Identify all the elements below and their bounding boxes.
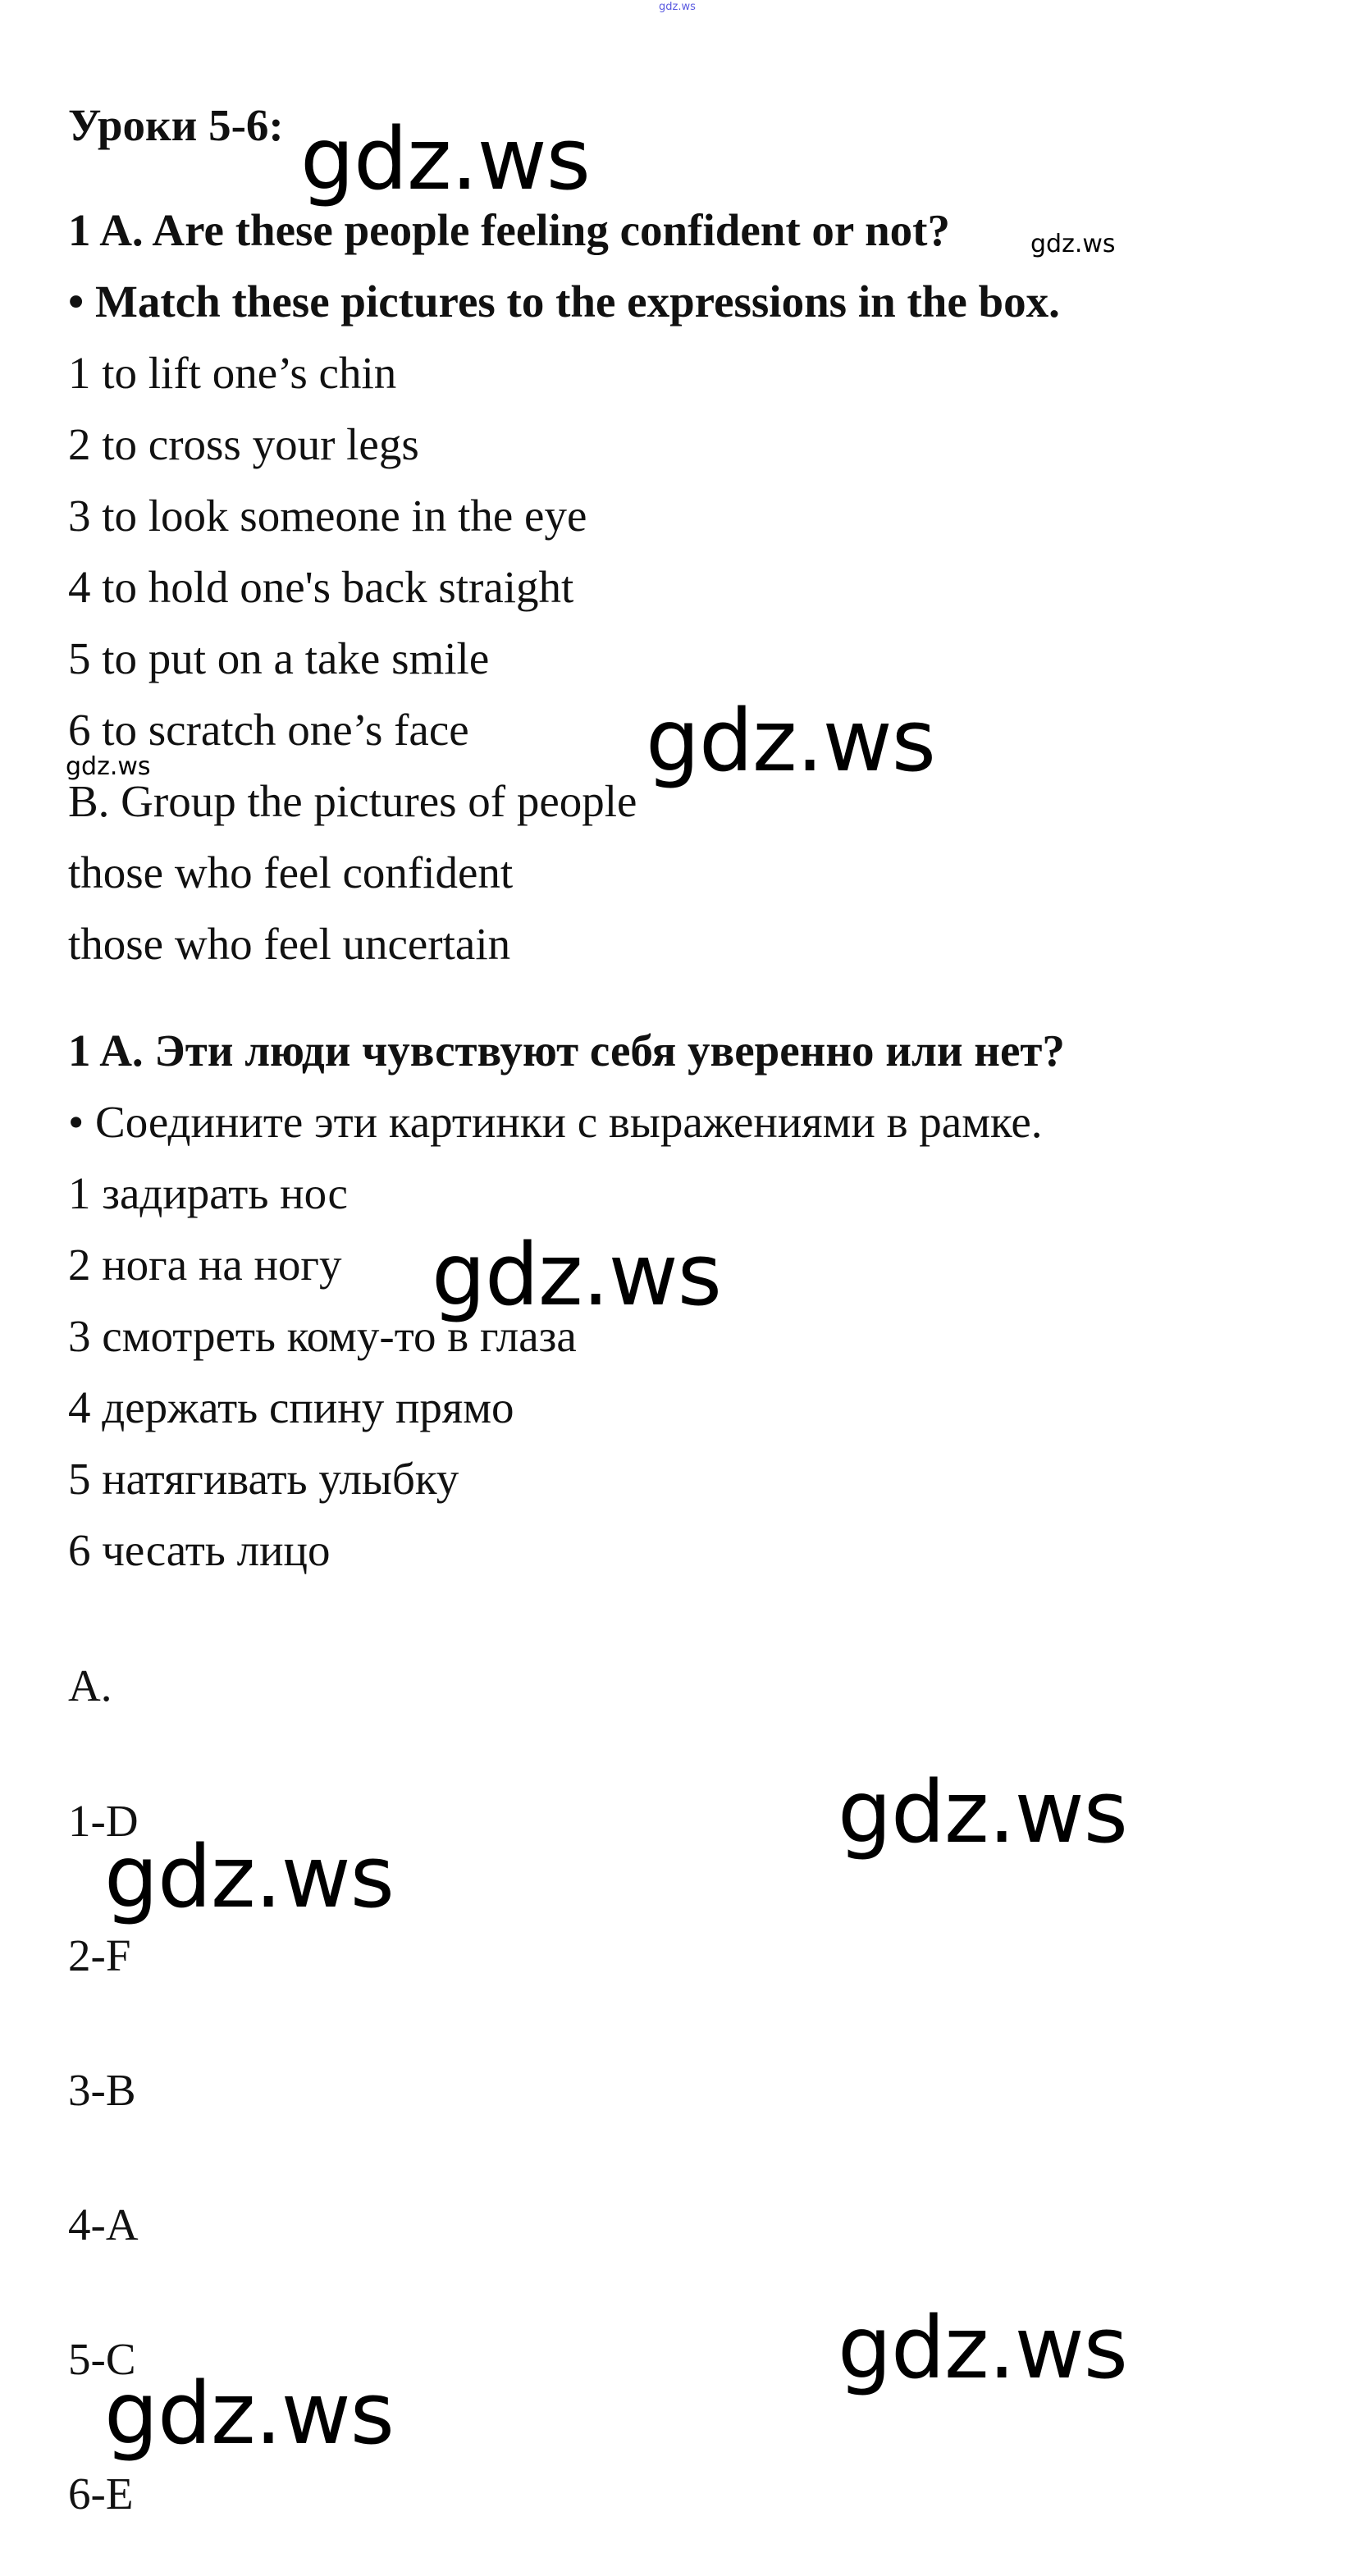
group-uncertain: those who feel uncertain [68,919,511,969]
watermark-top: gdz.ws [659,1,696,13]
expression-item-en-3: 3 to look someone in the eye [68,491,587,541]
answer-item-1: 1-D [68,1796,139,1846]
expression-item-en-1: 1 to lift one’s chin [68,348,397,398]
answer-item-4: 4-A [68,2199,139,2249]
expression-item-ru-1: 1 задирать нос [68,1168,348,1218]
expression-item-en-2: 2 to cross your legs [68,419,419,469]
watermark-small: gdz.ws [66,752,151,781]
expression-item-en-6: 6 to scratch one’s face [68,705,469,755]
group-confident: those who feel confident [68,847,514,897]
task-title-ru: 1 A. Эти люди чувствуют себя уверенно или нет? [68,1025,1065,1076]
expression-item-ru-4: 4 держать спину прямо [68,1382,514,1432]
watermark-small: gdz.ws [1030,230,1116,258]
task-title-en: 1 A. Are these people feeling confident or not? [68,205,950,255]
expression-item-ru-5: 5 натягивать улыбку [68,1454,459,1504]
page-heading: Уроки 5-6: [68,100,284,150]
task-instruction-ru: • Соедините эти картинки с выражениями в рамке. [68,1097,1043,1147]
watermark-large: gdz.ws [838,1762,1127,1862]
answer-item-2: 2-F [68,1930,131,1980]
watermark-large: gdz.ws [300,109,590,209]
answer-item-3: 3-B [68,2065,136,2115]
watermark-large: gdz.ws [646,691,935,791]
expression-item-en-5: 5 to put on a take smile [68,633,490,683]
watermark-large: gdz.ws [838,2298,1127,2398]
answer-item-5: 5-C [68,2334,136,2384]
expression-item-ru-2: 2 нога на ногу [68,1240,342,1290]
expression-item-ru-6: 6 чесать лицо [68,1525,331,1575]
answers-label: A. [68,1660,112,1710]
watermark-large: gdz.ws [104,1827,394,1927]
part-b-title: B. Group the pictures of people [68,776,637,826]
answer-item-6: 6-E [68,2469,134,2519]
expression-item-ru-3: 3 смотреть кому-то в глаза [68,1311,577,1361]
expression-item-en-4: 4 to hold one's back straight [68,562,574,612]
watermark-large: gdz.ws [432,1225,721,1325]
watermark-large: gdz.ws [104,2364,394,2464]
task-instruction-en: • Match these pictures to the expressions in the box. [68,276,1060,327]
